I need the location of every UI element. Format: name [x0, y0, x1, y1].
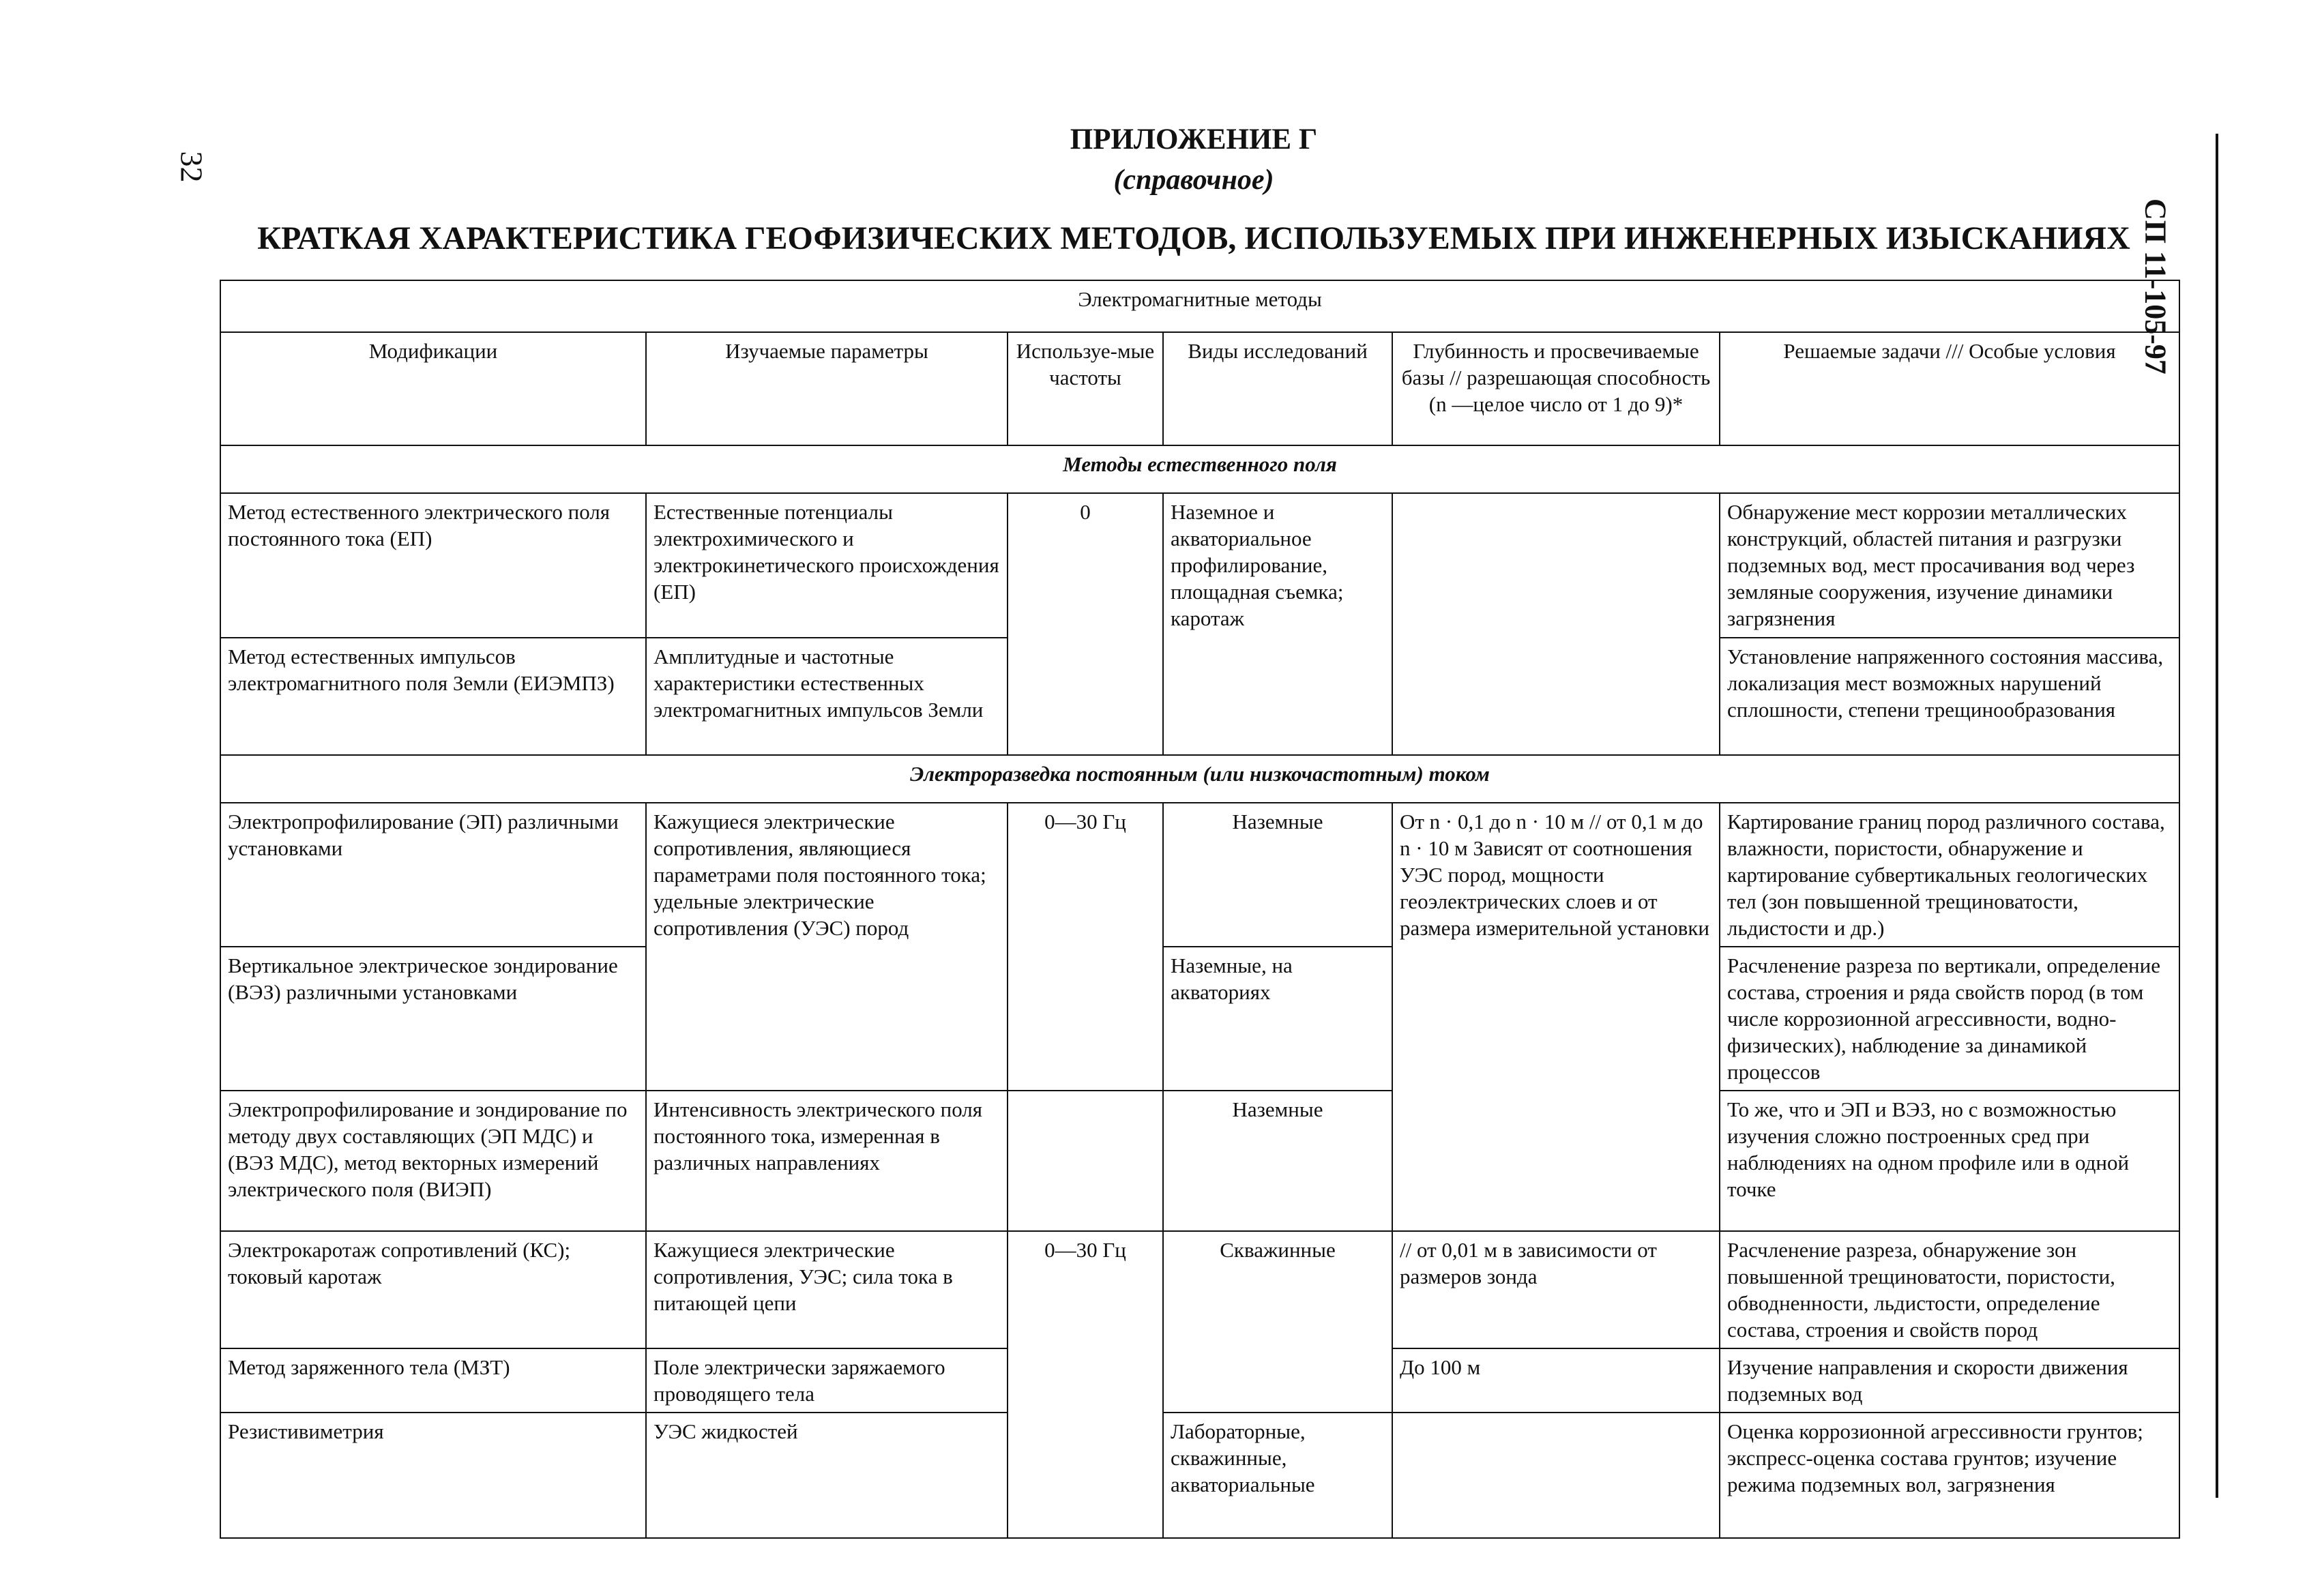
- section-title: Электроразведка постоянным (или низкочастотным) током: [220, 755, 2179, 803]
- depth-cell: До 100 м: [1392, 1348, 1720, 1413]
- tasks-cell: Расчленение разреза, обнаружение зон повышенной трещиноватости, пористости, обводненности, льдистости, определение состава, строения и свойств пород: [1720, 1231, 2179, 1348]
- survey-type-cell: Лабораторные, скважинные, акваториальные: [1163, 1413, 1392, 1538]
- section-row: [220, 445, 2179, 493]
- page-title: КРАТКАЯ ХАРАКТЕРИСТИКА ГЕОФИЗИЧЕСКИХ МЕТОДОВ, ИСПОЛЬЗУЕМЫХ ПРИ ИНЖЕНЕРНЫХ ИЗЫСКАНИЯХ: [257, 220, 2130, 256]
- parameters-cell: Кажущиеся электрические сопротивления, УЭС; сила тока в питающей цепи: [646, 1231, 1008, 1348]
- parameters-cell: УЭС жидкостей: [646, 1413, 1008, 1538]
- section-title: Методы естественного поля: [220, 445, 2179, 493]
- depth-cell: [1392, 1413, 1720, 1538]
- parameters-cell: Естественные потенциалы электрохимического и электрокинетического происхождения (ЕП): [646, 493, 1008, 638]
- survey-type-cell: Скважинные: [1163, 1231, 1392, 1413]
- appendix-note: (справочное): [1113, 164, 1274, 196]
- survey-type-cell: Наземные: [1163, 1091, 1392, 1231]
- modification-cell: Резистивиметрия: [220, 1413, 646, 1538]
- table-row: [220, 1231, 2179, 1348]
- modification-cell: Электропрофилирование (ЭП) различными установками: [220, 803, 646, 947]
- depth-cell: От n · 0,1 до n · 10 м // от 0,1 м до n · 10 м Зависят от соотношения УЭС пород, мощности геоэлектрических слоев и от размера измерительной установки: [1392, 803, 1720, 1231]
- appendix-heading: ПРИЛОЖЕНИЕ Г: [1070, 123, 1318, 156]
- column-header: Используе-мые частоты: [1008, 332, 1163, 445]
- document-code: СП 11-105-97: [2139, 198, 2173, 374]
- page-number: 32: [174, 151, 209, 183]
- modification-cell: Метод заряженного тела (МЗТ): [220, 1348, 646, 1413]
- tasks-cell: Картирование границ пород различного состава, влажности, пористости, обнаружение и картирование субвертикальных геологических тел (зон повышенной трещиноватости, льдистости и др.): [1720, 803, 2179, 947]
- column-header: Решаемые задачи /// Особые условия: [1720, 332, 2179, 445]
- table-row: [220, 1413, 2179, 1538]
- modification-cell: Метод естественного электрического поля постоянного тока (ЕП): [220, 493, 646, 638]
- column-header: Виды исследований: [1163, 332, 1392, 445]
- column-header: Изучаемые параметры: [646, 332, 1008, 445]
- section-row: [220, 755, 2179, 803]
- frequency-cell: 0: [1008, 493, 1163, 755]
- modification-cell: Электрокаротаж сопротивлений (КС); токовый каротаж: [220, 1231, 646, 1348]
- tasks-cell: Обнаружение мест коррозии металлических конструкций, областей питания и разгрузки подземных вод, мест просачивания вод через земляные сооружения, изучение динамики загрязнения: [1720, 493, 2179, 638]
- depth-cell: [1392, 493, 1720, 755]
- table-row: [220, 947, 2179, 1091]
- tasks-cell: Оценка коррозионной агрессивности грунтов; экспресс-оценка состава грунтов; изучение режима подземных вол, загрязнения: [1720, 1413, 2179, 1538]
- tasks-cell: Расчленение разреза по вертикали, определение состава, строения и ряда свойств пород (в том числе коррозионной агрессивности, водно-физических), наблюдение за динамикой процессов: [1720, 947, 2179, 1091]
- column-header: Глубинность и просвечиваемые базы // разрешающая способность (n —целое число от 1 до 9)*: [1392, 332, 1720, 445]
- modification-cell: Метод естественных импульсов электромагнитного поля Земли (ЕИЭМПЗ): [220, 638, 646, 755]
- parameters-cell: Амплитудные и частотные характеристики естественных электромагнитных импульсов Земли: [646, 638, 1008, 755]
- survey-type-cell: Наземные, на акваториях: [1163, 947, 1392, 1091]
- frequency-cell: [1008, 1091, 1163, 1231]
- frequency-cell: 0—30 Гц: [1008, 1231, 1163, 1538]
- table-row: [220, 803, 2179, 947]
- column-header-row: [220, 332, 2179, 445]
- table-row: [220, 1091, 2179, 1231]
- parameters-cell: Поле электрически заряжаемого проводящего тела: [646, 1348, 1008, 1413]
- side-rule: [2216, 134, 2218, 1498]
- parameters-cell: Интенсивность электрического поля постоянного тока, измеренная в различных направлениях: [646, 1091, 1008, 1231]
- modification-cell: Электропрофилирование и зондирование по методу двух составляющих (ЭП МДС) и (ВЭЗ МДС), метод векторных измерений электрического поля (ВИЭП): [220, 1091, 646, 1231]
- survey-type-cell: Наземные: [1163, 803, 1392, 947]
- table-group-row: [220, 280, 2179, 332]
- frequency-cell: 0—30 Гц: [1008, 803, 1163, 1091]
- depth-cell: // от 0,01 м в зависимости от размеров зонда: [1392, 1231, 1720, 1348]
- tasks-cell: Изучение направления и скорости движения подземных вод: [1720, 1348, 2179, 1413]
- parameters-cell: Кажущиеся электрические сопротивления, являющиеся параметрами поля постоянного тока; удельные электрические сопротивления (УЭС) пород: [646, 803, 1008, 1091]
- tasks-cell: То же, что и ЭП и ВЭЗ, но с возможностью изучения сложно построенных сред при наблюдениях на одном профиле или в одной точке: [1720, 1091, 2179, 1231]
- group-title: Электромагнитные методы: [220, 280, 2179, 332]
- methods-table: [220, 280, 2180, 1539]
- table-row: [220, 493, 2179, 638]
- tasks-cell: Установление напряженного состояния массива, локализация мест возможных нарушений сплошности, степени трещинообразования: [1720, 638, 2179, 755]
- survey-type-cell: Наземное и акваториальное профилирование, площадная съемка; каротаж: [1163, 493, 1392, 755]
- column-header: Модификации: [220, 332, 646, 445]
- modification-cell: Вертикальное электрическое зондирование (ВЭЗ) различными установками: [220, 947, 646, 1091]
